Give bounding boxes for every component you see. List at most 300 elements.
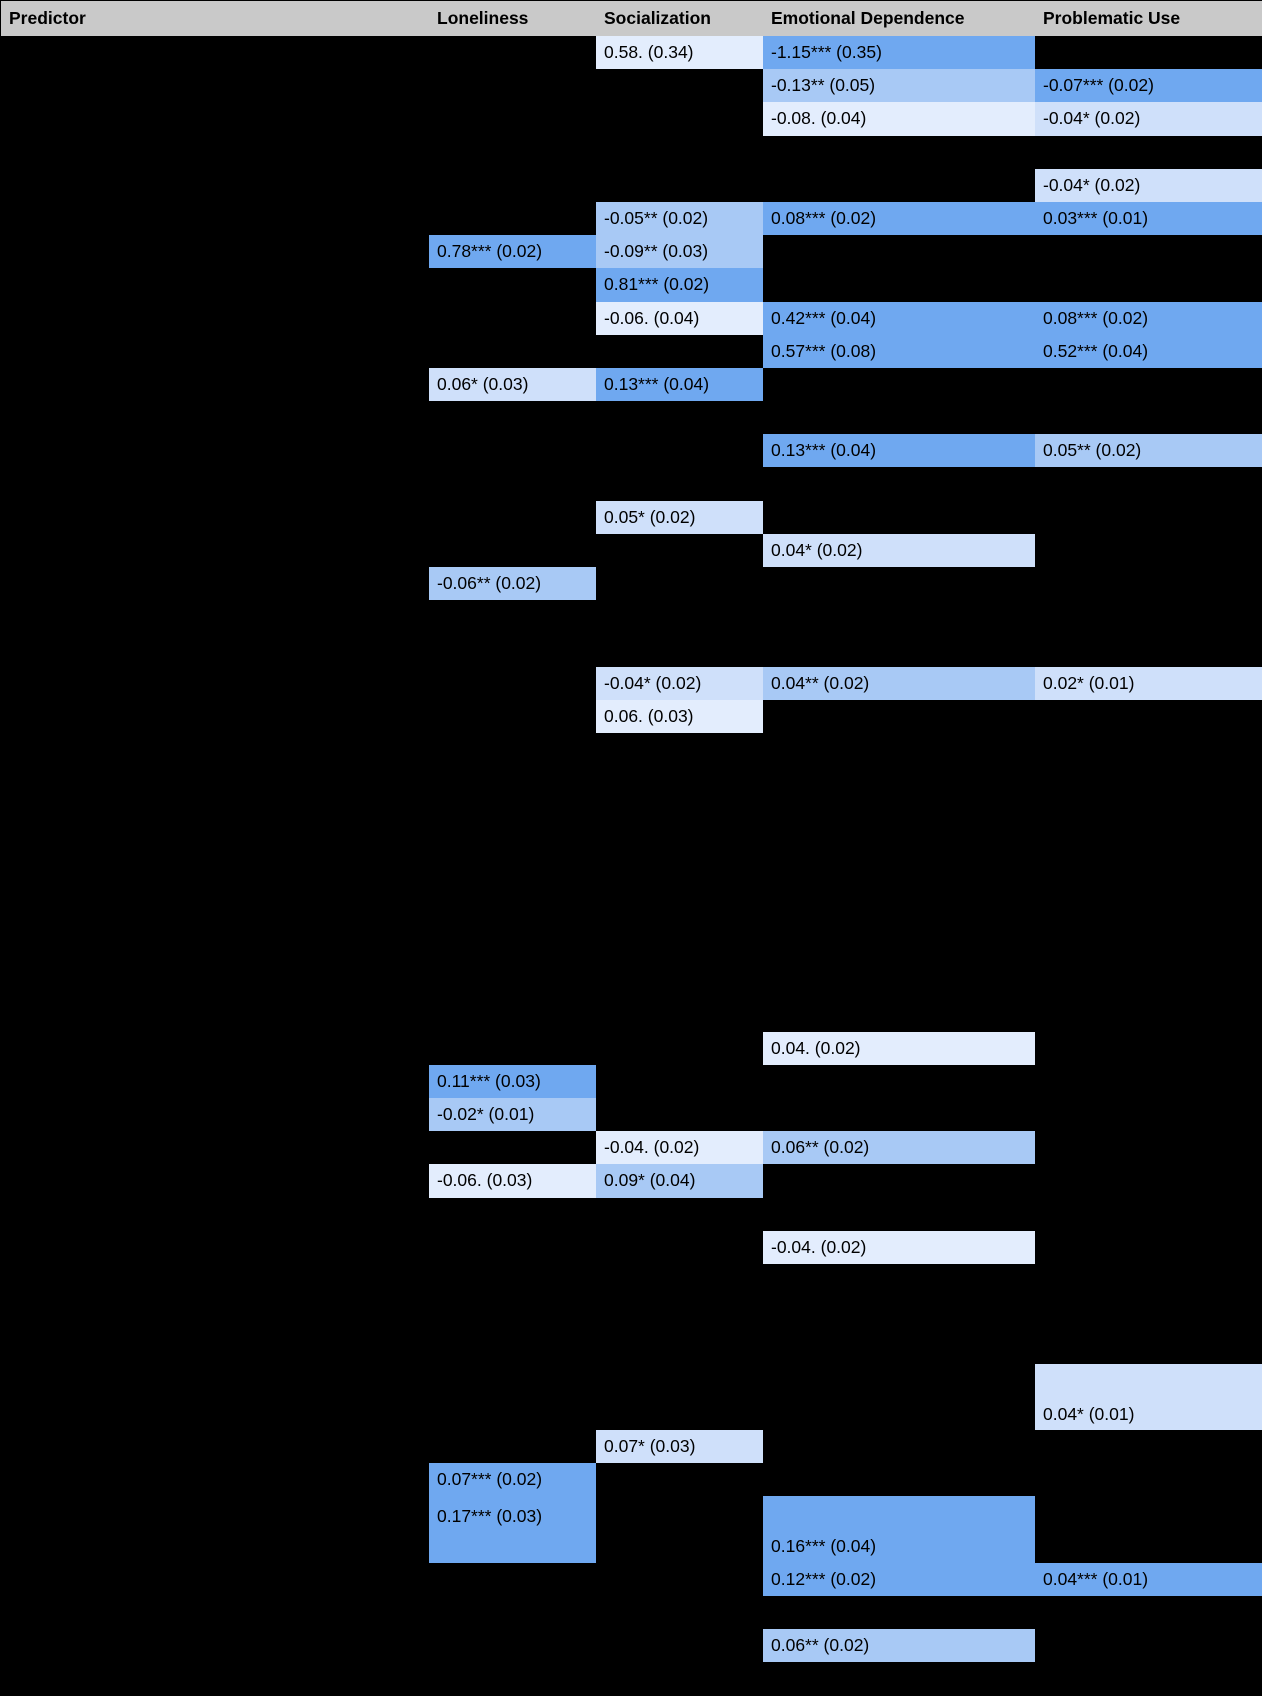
predictor-label: Big Five Index - Conscientiousness: [1, 1264, 429, 1297]
coefficient-value: [763, 1264, 1035, 1297]
coefficient-value: [429, 1231, 596, 1264]
cell-loneliness: [429, 799, 596, 832]
cell-socialization: [596, 1231, 763, 1264]
cell-socialization: [596, 1430, 763, 1463]
cell-emotional-dependence: [763, 1330, 1035, 1363]
coefficient-value: [429, 1629, 596, 1662]
cell-socialization: [596, 998, 763, 1031]
cell-emotional-dependence: [763, 1098, 1035, 1131]
coefficient-value: [1035, 235, 1262, 268]
cell-emotional-dependence: [763, 998, 1035, 1031]
cell-problematic-use: [1035, 1098, 1262, 1131]
coefficient-value: [1035, 799, 1262, 832]
coefficient-value: 0.04* (0.02): [763, 534, 1035, 567]
predictor-label: Initial Problematic Usage of AI: [1, 335, 429, 368]
cell-emotional-dependence: [763, 401, 1035, 434]
cell-loneliness: [429, 1032, 596, 1065]
coefficient-value: [763, 733, 1035, 766]
cell-socialization: [596, 368, 763, 401]
coefficient-value: [429, 866, 596, 899]
coefficient-value: [596, 1563, 763, 1596]
cell-loneliness: [429, 467, 596, 500]
table-row: [1, 833, 1262, 866]
cell-loneliness: [429, 998, 596, 1031]
coefficient-value: [429, 1430, 596, 1463]
cell-loneliness: [429, 667, 596, 700]
predictor-label: Prior Assistant Chatbot Usage: [1, 1596, 429, 1629]
cell-socialization: [596, 1596, 763, 1629]
table-row: [1, 501, 1262, 534]
cell-loneliness: [429, 766, 596, 799]
cell-emotional-dependence: [763, 899, 1035, 932]
coefficient-value: [596, 998, 763, 1031]
coefficient-value: [1035, 1496, 1262, 1562]
coefficient-value: 0.17*** (0.03): [429, 1496, 596, 1562]
predictor-label: Perceiving AI as Conscious: [1, 1032, 429, 1065]
cell-emotional-dependence: [763, 36, 1035, 69]
cell-loneliness: [429, 1330, 596, 1363]
coefficient-value: [596, 1198, 763, 1231]
coefficient-value: [1035, 1662, 1262, 1695]
table-row: [1, 1662, 1262, 1695]
predictor-label: Physical Attraction: [1, 700, 429, 733]
coefficient-value: [596, 965, 763, 998]
coefficient-value: [763, 368, 1035, 401]
coefficient-value: [763, 567, 1035, 600]
predictor-label: Vulnerability Toward Criticism or Denial: [1, 1330, 429, 1363]
predictor-label: Perceiving AI as Intelligent: [1, 932, 429, 965]
cell-emotional-dependence: [763, 434, 1035, 467]
cell-problematic-use: [1035, 136, 1262, 169]
coefficient-value: [763, 600, 1035, 633]
cell-loneliness: [429, 567, 596, 600]
coefficient-value: [763, 1065, 1035, 1098]
coefficient-value: [429, 799, 596, 832]
cell-loneliness: [429, 1596, 596, 1629]
cell-loneliness: [429, 169, 596, 202]
cell-problematic-use: [1035, 1198, 1262, 1231]
table-row: [1, 799, 1262, 832]
coefficient-value: 0.03*** (0.01): [1035, 202, 1262, 235]
predictor-label: State Empathy - Cognitive: [1, 600, 429, 633]
predictor-label: Perceiving AI as Lifelike: [1, 998, 429, 1031]
table-row: [1, 1131, 1262, 1164]
coefficient-value: 0.05** (0.02): [1035, 434, 1262, 467]
coefficient-value: -0.02* (0.01): [429, 1098, 596, 1131]
cell-loneliness: [429, 235, 596, 268]
coefficient-value: [1035, 1131, 1262, 1164]
predictor-label: Big Five Index - Agreeableness: [1, 1231, 429, 1264]
coefficient-value: [763, 1198, 1035, 1231]
table-row: [1, 1264, 1262, 1297]
column-header-emotional-dependence: Emotional Dependence: [763, 1, 1035, 36]
cell-emotional-dependence: [763, 866, 1035, 899]
cell-problematic-use: [1035, 268, 1262, 301]
cell-socialization: [596, 866, 763, 899]
predictor-label: Big Five Index - Neuroticism: [1, 1297, 429, 1330]
coefficient-value: -0.04. (0.02): [763, 1231, 1035, 1264]
cell-loneliness: [429, 202, 596, 235]
coefficient-value: [1035, 733, 1262, 766]
predictor-label: Perceiving AI as Natural: [1, 899, 429, 932]
coefficient-value: 0.42*** (0.04): [763, 302, 1035, 335]
cell-loneliness: [429, 434, 596, 467]
coefficient-value: 0.16*** (0.04): [763, 1496, 1035, 1562]
coefficient-value: [429, 534, 596, 567]
predictor-label: Perceiving AI as Knowledgeable: [1, 833, 429, 866]
table-row: [1, 965, 1262, 998]
predictor-label: Intercept: [1, 36, 429, 69]
predictor-label: Vulnerability Toward Worsening Relationships: [1, 1364, 429, 1430]
coefficient-value: [429, 600, 596, 633]
table-row: [1, 766, 1262, 799]
cell-problematic-use: [1035, 235, 1262, 268]
cell-socialization: [596, 1032, 763, 1065]
cell-emotional-dependence: [763, 1662, 1035, 1695]
coefficient-value: [596, 1297, 763, 1330]
table-row: [1, 1198, 1262, 1231]
cell-socialization: [596, 667, 763, 700]
coefficient-value: -0.04* (0.02): [1035, 102, 1262, 135]
coefficient-value: [763, 1098, 1035, 1131]
predictor-label: Perceiving AI as Human: [1, 866, 429, 899]
header-row: [1, 1, 1262, 36]
coefficient-value: [429, 1596, 596, 1629]
table-row: [1, 998, 1262, 1031]
cell-loneliness: [429, 1098, 596, 1131]
coefficient-value: [763, 467, 1035, 500]
cell-emotional-dependence: [763, 1430, 1035, 1463]
table-row: [1, 1098, 1262, 1131]
coefficient-value: 0.13*** (0.04): [596, 368, 763, 401]
cell-emotional-dependence: [763, 1032, 1035, 1065]
cell-loneliness: [429, 1264, 596, 1297]
coefficient-value: 0.08*** (0.02): [763, 202, 1035, 235]
coefficient-value: 0.07*** (0.02): [429, 1463, 596, 1496]
cell-emotional-dependence: [763, 1463, 1035, 1496]
cell-loneliness: [429, 102, 596, 135]
cell-socialization: [596, 1496, 763, 1562]
coefficient-value: [596, 567, 763, 600]
coefficient-value: [763, 1662, 1035, 1695]
coefficient-value: [429, 1563, 596, 1596]
cell-loneliness: [429, 268, 596, 301]
cell-problematic-use: [1035, 766, 1262, 799]
predictor-label: Personal Conversation Topics: [1, 169, 429, 202]
predictor-label: Task Attraction (Liking the task): [1, 733, 429, 766]
cell-socialization: [596, 467, 763, 500]
coefficient-value: [429, 202, 596, 235]
coefficient-value: [1035, 833, 1262, 866]
coefficient-value: [1035, 633, 1262, 666]
table-row: [1, 302, 1262, 335]
table-row: [1, 1231, 1262, 1264]
cell-socialization: [596, 1198, 763, 1231]
coefficient-value: [1035, 1231, 1262, 1264]
coefficient-value: [1035, 467, 1262, 500]
table-row: [1, 700, 1262, 733]
coefficient-value: [1035, 766, 1262, 799]
predictor-label: Artificial Empathy - Emotional: [1, 534, 429, 567]
coefficient-value: [429, 401, 596, 434]
coefficient-value: 0.04. (0.02): [763, 1032, 1035, 1065]
coefficient-value: [763, 268, 1035, 301]
table-row: [1, 36, 1262, 69]
cell-loneliness: [429, 965, 596, 998]
coefficient-value: 0.11*** (0.03): [429, 1065, 596, 1098]
predictor-label: Initial Socialization with Real People: [1, 268, 429, 301]
cell-problematic-use: [1035, 1496, 1262, 1562]
cell-socialization: [596, 567, 763, 600]
coefficient-value: [429, 1264, 596, 1297]
coefficient-value: [429, 1330, 596, 1363]
cell-emotional-dependence: [763, 102, 1035, 135]
coefficient-value: [596, 633, 763, 666]
predictor-label: Gender (Male): [1, 368, 429, 401]
cell-emotional-dependence: [763, 733, 1035, 766]
coefficient-value: -0.04* (0.02): [596, 667, 763, 700]
table-row: [1, 733, 1262, 766]
column-header-problematic-use: Problematic Use: [1035, 1, 1262, 36]
coefficient-value: [1035, 1629, 1262, 1662]
cell-problematic-use: [1035, 36, 1262, 69]
coefficient-value: [1035, 1463, 1262, 1496]
coefficient-value: -0.13** (0.05): [763, 69, 1035, 102]
coefficient-value: -0.05** (0.02): [596, 202, 763, 235]
cell-socialization: [596, 401, 763, 434]
cell-loneliness: [429, 1563, 596, 1596]
coefficient-value: -0.06** (0.02): [429, 567, 596, 600]
cell-problematic-use: [1035, 1032, 1262, 1065]
cell-socialization: [596, 899, 763, 932]
table-row: [1, 899, 1262, 932]
coefficient-value: [1035, 136, 1262, 169]
coefficient-value: [763, 1164, 1035, 1197]
cell-emotional-dependence: [763, 600, 1035, 633]
coefficient-value: [1035, 1330, 1262, 1363]
coefficient-value: [429, 1364, 596, 1430]
coefficient-value: [596, 169, 763, 202]
coefficient-value: 0.12*** (0.02): [763, 1563, 1035, 1596]
cell-loneliness: [429, 1629, 596, 1662]
cell-emotional-dependence: [763, 965, 1035, 998]
cell-problematic-use: [1035, 600, 1262, 633]
coefficient-value: [596, 434, 763, 467]
cell-problematic-use: [1035, 1596, 1262, 1629]
cell-socialization: [596, 102, 763, 135]
coefficient-value: -0.04. (0.02): [596, 1131, 763, 1164]
table-row: [1, 1496, 1262, 1562]
predictor-label: Prior ChatGPT (Text Mode) Usage: [1, 1629, 429, 1662]
coefficient-value: [1035, 567, 1262, 600]
coefficient-value: [1035, 36, 1262, 69]
cell-problematic-use: [1035, 401, 1262, 434]
column-header-socialization: Socialization: [596, 1, 763, 36]
cell-loneliness: [429, 136, 596, 169]
table-row: [1, 434, 1262, 467]
cell-problematic-use: [1035, 799, 1262, 832]
cell-socialization: [596, 1662, 763, 1695]
cell-emotional-dependence: [763, 1131, 1035, 1164]
coefficient-value: [763, 401, 1035, 434]
coefficient-value: -0.07*** (0.02): [1035, 69, 1262, 102]
coefficient-value: [763, 899, 1035, 932]
coefficient-value: [1035, 268, 1262, 301]
coefficient-value: -0.08. (0.04): [763, 102, 1035, 135]
coefficient-value: [596, 1330, 763, 1363]
cell-loneliness: [429, 733, 596, 766]
cell-emotional-dependence: [763, 633, 1035, 666]
coefficient-value: [596, 833, 763, 866]
coefficient-value: [763, 1330, 1035, 1363]
cell-socialization: [596, 1164, 763, 1197]
coefficient-value: [1035, 1430, 1262, 1463]
table-row: [1, 567, 1262, 600]
cell-problematic-use: [1035, 534, 1262, 567]
cell-loneliness: [429, 401, 596, 434]
cell-socialization: [596, 202, 763, 235]
coefficient-value: [763, 1463, 1035, 1496]
predictor-label: Avg. Daily Duration (Minutes): [1, 202, 429, 235]
coefficient-value: [763, 235, 1035, 268]
predictor-label: Engaging Voice Modality: [1, 69, 429, 102]
predictor-label: Alexithymia: [1, 1164, 429, 1197]
predictor-label: Attitude Towards AI (Positive): [1, 1098, 429, 1131]
coefficient-value: 0.06** (0.02): [763, 1131, 1035, 1164]
cell-emotional-dependence: [763, 136, 1035, 169]
cell-problematic-use: [1035, 667, 1262, 700]
cell-problematic-use: [1035, 202, 1262, 235]
coefficient-value: [763, 633, 1035, 666]
cell-emotional-dependence: [763, 1231, 1035, 1264]
coefficient-value: [763, 799, 1035, 832]
coefficient-value: [429, 434, 596, 467]
cell-loneliness: [429, 36, 596, 69]
cell-loneliness: [429, 335, 596, 368]
cell-socialization: [596, 1131, 763, 1164]
coefficient-value: [596, 102, 763, 135]
coefficient-value: [429, 467, 596, 500]
table-row: [1, 1430, 1262, 1463]
cell-loneliness: [429, 368, 596, 401]
cell-problematic-use: [1035, 833, 1262, 866]
cell-socialization: [596, 434, 763, 467]
coefficient-value: [1035, 1164, 1262, 1197]
coefficient-value: [1035, 401, 1262, 434]
cell-loneliness: [429, 1297, 596, 1330]
coefficient-value: [763, 1364, 1035, 1430]
cell-loneliness: [429, 501, 596, 534]
table-row: [1, 1563, 1262, 1596]
cell-problematic-use: [1035, 368, 1262, 401]
predictor-label: Social Attraction (Seeing AI as friend): [1, 667, 429, 700]
coefficient-value: [596, 1231, 763, 1264]
cell-socialization: [596, 799, 763, 832]
cell-emotional-dependence: [763, 700, 1035, 733]
coefficient-value: -1.15*** (0.35): [763, 36, 1035, 69]
coefficient-value: [429, 102, 596, 135]
table-row: [1, 600, 1262, 633]
coefficient-value: [1035, 1264, 1262, 1297]
coefficient-value: 0.78*** (0.02): [429, 235, 596, 268]
cell-loneliness: [429, 1198, 596, 1231]
cell-socialization: [596, 733, 763, 766]
cell-problematic-use: [1035, 1629, 1262, 1662]
cell-loneliness: [429, 1463, 596, 1496]
predictor-label: Perceiving AI as Sensible: [1, 965, 429, 998]
coefficient-value: 0.08*** (0.02): [1035, 302, 1262, 335]
cell-problematic-use: [1035, 302, 1262, 335]
table-row: [1, 1596, 1262, 1629]
cell-problematic-use: [1035, 434, 1262, 467]
predictor-label: Vulnerability Toward Interpersonal Discord: [1, 1430, 429, 1463]
coefficient-value: 0.04* (0.01): [1035, 1364, 1262, 1430]
table-row: [1, 169, 1262, 202]
coefficient-value: [429, 998, 596, 1031]
coefficient-value: [1035, 368, 1262, 401]
coefficient-value: [1035, 1032, 1262, 1065]
coefficient-value: 0.04** (0.02): [763, 667, 1035, 700]
cell-loneliness: [429, 932, 596, 965]
cell-socialization: [596, 235, 763, 268]
cell-problematic-use: [1035, 1563, 1262, 1596]
cell-loneliness: [429, 1364, 596, 1430]
coefficient-value: [596, 335, 763, 368]
coefficient-value: [1035, 1198, 1262, 1231]
table-row: [1, 667, 1262, 700]
cell-emotional-dependence: [763, 302, 1035, 335]
cell-loneliness: [429, 1496, 596, 1562]
predictor-label: Conversation Quality: [1, 766, 429, 799]
coefficient-value: [429, 36, 596, 69]
coefficient-value: [1035, 534, 1262, 567]
coefficient-value: [429, 766, 596, 799]
cell-problematic-use: [1035, 733, 1262, 766]
cell-emotional-dependence: [763, 268, 1035, 301]
coefficient-value: 0.06* (0.03): [429, 368, 596, 401]
predictor-label: Big Five Index - Extraversion: [1, 1198, 429, 1231]
table-row: [1, 202, 1262, 235]
cell-socialization: [596, 700, 763, 733]
coefficient-value: 0.07* (0.03): [596, 1430, 763, 1463]
cell-loneliness: [429, 833, 596, 866]
table-row: [1, 368, 1262, 401]
coefficient-value: [1035, 501, 1262, 534]
coefficient-value: [596, 534, 763, 567]
cell-loneliness: [429, 1164, 596, 1197]
cell-socialization: [596, 335, 763, 368]
cell-socialization: [596, 1330, 763, 1363]
table-row: [1, 1164, 1262, 1197]
coefficient-value: [596, 733, 763, 766]
table-row: [1, 268, 1262, 301]
cell-problematic-use: [1035, 1297, 1262, 1330]
coefficient-value: [596, 1264, 763, 1297]
cell-socialization: [596, 1065, 763, 1098]
cell-problematic-use: [1035, 998, 1262, 1031]
coefficient-value: [596, 1098, 763, 1131]
cell-emotional-dependence: [763, 335, 1035, 368]
cell-socialization: [596, 501, 763, 534]
coefficient-value: [1035, 1297, 1262, 1330]
table-row: [1, 534, 1262, 567]
cell-socialization: [596, 1098, 763, 1131]
coefficient-value: 0.04*** (0.01): [1035, 1563, 1262, 1596]
table-row: [1, 633, 1262, 666]
cell-socialization: [596, 1264, 763, 1297]
cell-problematic-use: [1035, 1131, 1262, 1164]
coefficient-value: [429, 1297, 596, 1330]
